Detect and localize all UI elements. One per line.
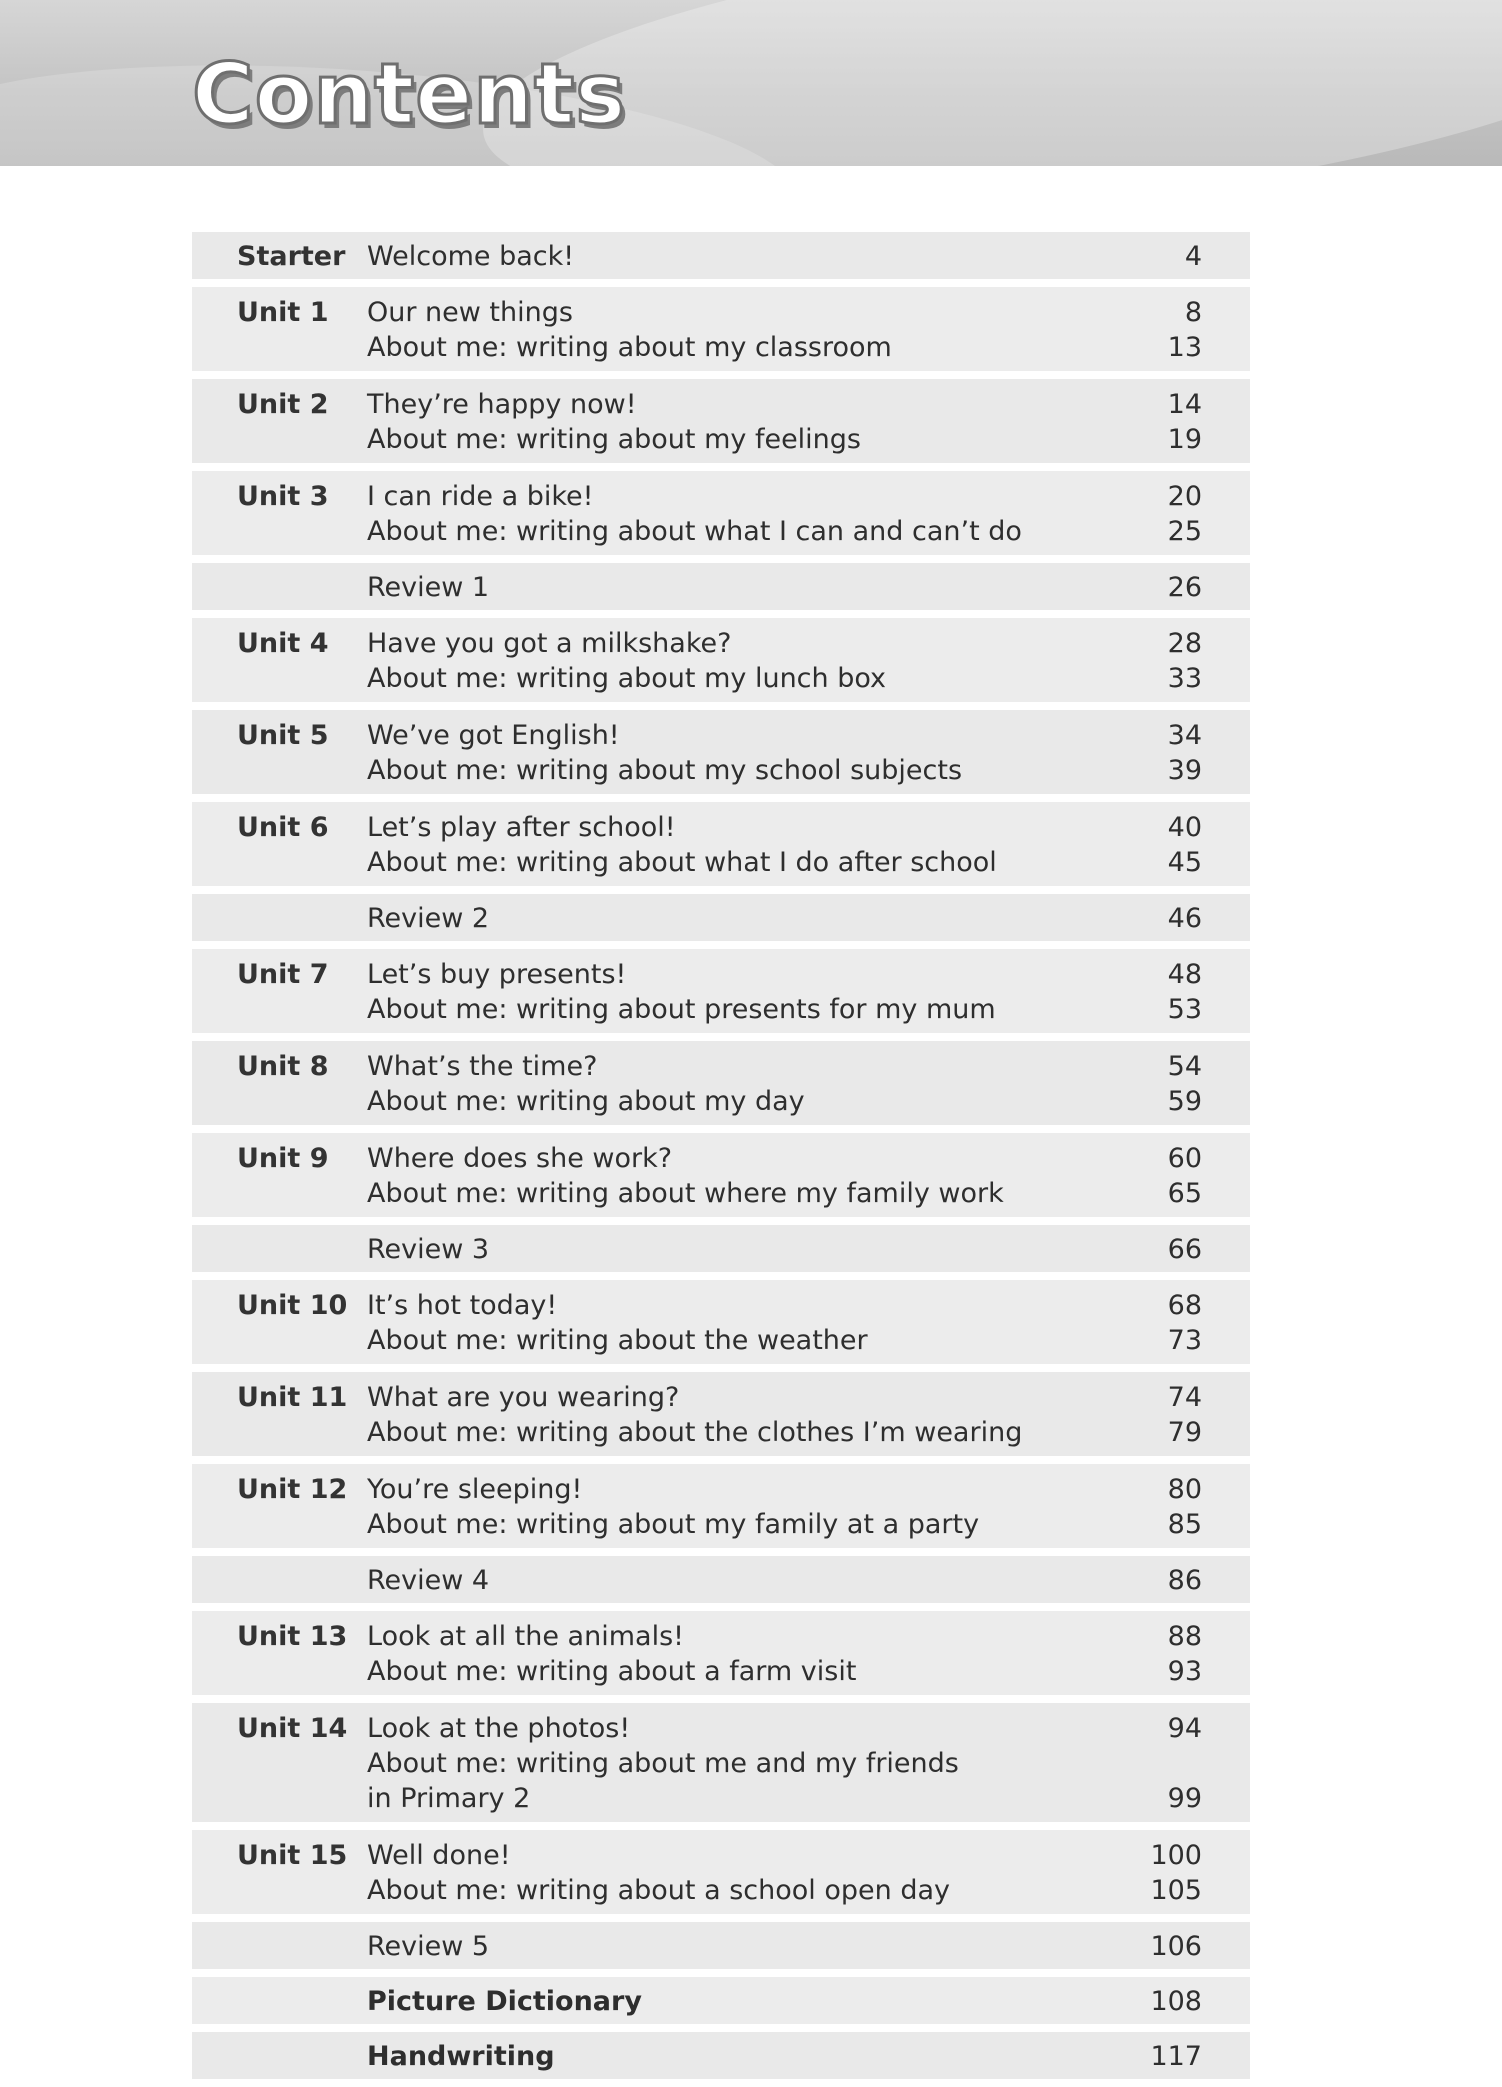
toc-entry bbox=[367, 514, 1250, 549]
toc-entries bbox=[367, 626, 1250, 696]
toc-entry bbox=[367, 1380, 1250, 1415]
toc-entry bbox=[367, 1507, 1250, 1542]
entry-title: About me: writing about me and my friends in Primary 2 bbox=[367, 1748, 959, 1814]
page-number: 66 bbox=[1167, 1234, 1202, 1265]
unit-label: Unit 7 bbox=[237, 959, 329, 990]
unit-label: Unit 3 bbox=[237, 481, 329, 512]
entry-title: Where does she work? bbox=[367, 1143, 673, 1174]
page-number: 13 bbox=[1167, 332, 1202, 363]
page-number: 117 bbox=[1150, 2041, 1202, 2072]
toc-entries bbox=[367, 2039, 1250, 2074]
toc-entries bbox=[367, 1711, 1250, 1816]
page-number: 108 bbox=[1150, 1986, 1202, 2017]
toc-entries bbox=[367, 1929, 1250, 1964]
toc-entries bbox=[367, 387, 1250, 457]
page-number: 65 bbox=[1167, 1178, 1202, 1209]
unit-label: Unit 6 bbox=[237, 812, 329, 843]
unit-label bbox=[192, 2039, 367, 2074]
entry-title: Review 4 bbox=[367, 1565, 490, 1596]
toc-entries bbox=[367, 1472, 1250, 1542]
toc-row bbox=[192, 471, 1250, 555]
entry-title: Review 5 bbox=[367, 1931, 490, 1962]
toc-entry bbox=[367, 1984, 1250, 2019]
entry-title: Look at all the animals! bbox=[367, 1621, 684, 1652]
page-number: 86 bbox=[1167, 1565, 1202, 1596]
entry-title: We’ve got English! bbox=[367, 720, 620, 751]
toc-entry bbox=[367, 422, 1250, 457]
page-number: 99 bbox=[1167, 1783, 1202, 1814]
toc-entries bbox=[367, 239, 1250, 274]
entry-title: About me: writing about where my family work bbox=[367, 1178, 1004, 1209]
page-number: 40 bbox=[1167, 812, 1202, 843]
unit-label: Unit 14 bbox=[237, 1713, 348, 1744]
entry-title: Picture Dictionary bbox=[367, 1986, 642, 2017]
entry-title: About me: writing about what I can and can’t do bbox=[367, 516, 1022, 547]
page-number: 4 bbox=[1184, 241, 1202, 272]
toc-entry bbox=[367, 479, 1250, 514]
page-number: 68 bbox=[1167, 1290, 1202, 1321]
toc-row bbox=[192, 1372, 1250, 1456]
toc-entries bbox=[367, 1838, 1250, 1908]
toc-entry bbox=[367, 1929, 1250, 1964]
toc-row bbox=[192, 1280, 1250, 1364]
toc-row bbox=[192, 1611, 1250, 1695]
toc-row bbox=[192, 618, 1250, 702]
page-number: 28 bbox=[1167, 628, 1202, 659]
toc-entry bbox=[367, 957, 1250, 992]
toc-entries bbox=[367, 1984, 1250, 2019]
toc-row bbox=[192, 710, 1250, 794]
entry-title: Let’s play after school! bbox=[367, 812, 676, 843]
toc-entry bbox=[367, 1746, 1250, 1816]
page-number: 20 bbox=[1167, 481, 1202, 512]
unit-label bbox=[192, 1984, 367, 2019]
toc-entries bbox=[367, 1232, 1250, 1267]
page-number: 106 bbox=[1150, 1931, 1202, 1962]
page-number: 25 bbox=[1167, 516, 1202, 547]
page-number: 73 bbox=[1167, 1325, 1202, 1356]
toc-row bbox=[192, 1830, 1250, 1914]
toc-entries bbox=[367, 810, 1250, 880]
toc-entry bbox=[367, 1049, 1250, 1084]
toc-row bbox=[192, 802, 1250, 886]
toc-entry bbox=[367, 2039, 1250, 2074]
toc-entry bbox=[367, 992, 1250, 1027]
toc-entry bbox=[367, 1415, 1250, 1450]
entry-title: Let’s buy presents! bbox=[367, 959, 627, 990]
entry-title: About me: writing about a farm visit bbox=[367, 1656, 857, 1687]
page-number: 79 bbox=[1167, 1417, 1202, 1448]
table-of-contents bbox=[192, 232, 1250, 2087]
page-number: 45 bbox=[1167, 847, 1202, 878]
page-number: 80 bbox=[1167, 1474, 1202, 1505]
toc-row bbox=[192, 949, 1250, 1033]
toc-entry bbox=[367, 570, 1250, 605]
unit-label: Unit 15 bbox=[237, 1840, 348, 1871]
toc-entries bbox=[367, 901, 1250, 936]
unit-label: Unit 10 bbox=[237, 1290, 348, 1321]
entry-title: Have you got a milkshake? bbox=[367, 628, 732, 659]
entry-title: You’re sleeping! bbox=[367, 1474, 583, 1505]
entry-title: Our new things bbox=[367, 297, 573, 328]
entry-title: What’s the time? bbox=[367, 1051, 598, 1082]
entry-title: What are you wearing? bbox=[367, 1382, 680, 1413]
unit-label bbox=[192, 1929, 367, 1964]
page-number: 74 bbox=[1167, 1382, 1202, 1413]
toc-entry bbox=[367, 1288, 1250, 1323]
toc-entry bbox=[367, 1323, 1250, 1358]
page-number: 14 bbox=[1167, 389, 1202, 420]
toc-entry bbox=[367, 1176, 1250, 1211]
unit-label: Unit 9 bbox=[237, 1143, 329, 1174]
toc-entry bbox=[367, 1141, 1250, 1176]
toc-row bbox=[192, 232, 1250, 279]
page-number: 100 bbox=[1150, 1840, 1202, 1871]
page-number: 59 bbox=[1167, 1086, 1202, 1117]
toc-row bbox=[192, 1225, 1250, 1272]
entry-title: Review 2 bbox=[367, 903, 490, 934]
toc-entries bbox=[367, 1288, 1250, 1358]
page-number: 93 bbox=[1167, 1656, 1202, 1687]
toc-entries bbox=[367, 1049, 1250, 1119]
toc-entry bbox=[367, 1654, 1250, 1689]
unit-label: Unit 4 bbox=[237, 628, 329, 659]
unit-label: Unit 11 bbox=[237, 1382, 348, 1413]
toc-entries bbox=[367, 295, 1250, 365]
toc-entries bbox=[367, 1563, 1250, 1598]
entry-title: Welcome back! bbox=[367, 241, 575, 272]
toc-entries bbox=[367, 1619, 1250, 1689]
toc-entry bbox=[367, 330, 1250, 365]
unit-label: Unit 5 bbox=[237, 720, 329, 751]
page-number: 46 bbox=[1167, 903, 1202, 934]
toc-entry bbox=[367, 661, 1250, 696]
page-number: 8 bbox=[1184, 297, 1202, 328]
page-number: 19 bbox=[1167, 424, 1202, 455]
toc-entry bbox=[367, 901, 1250, 936]
unit-label: Unit 12 bbox=[237, 1474, 348, 1505]
toc-entry bbox=[367, 753, 1250, 788]
entry-title: Review 3 bbox=[367, 1234, 490, 1265]
page-number: 88 bbox=[1167, 1621, 1202, 1652]
toc-entries bbox=[367, 718, 1250, 788]
toc-row bbox=[192, 1977, 1250, 2024]
entry-title: About me: writing about what I do after school bbox=[367, 847, 997, 878]
entry-title: About me: writing about my feelings bbox=[367, 424, 862, 455]
page-number: 26 bbox=[1167, 572, 1202, 603]
entry-title: About me: writing about presents for my mum bbox=[367, 994, 996, 1025]
toc-row bbox=[192, 1041, 1250, 1125]
entry-title: About me: writing about my day bbox=[367, 1086, 805, 1117]
entry-title: Look at the photos! bbox=[367, 1713, 631, 1744]
toc-row bbox=[192, 1464, 1250, 1548]
page-number: 94 bbox=[1167, 1713, 1202, 1744]
entry-title: Handwriting bbox=[367, 2041, 555, 2072]
toc-entry bbox=[367, 239, 1250, 274]
toc-entry bbox=[367, 1838, 1250, 1873]
toc-entry bbox=[367, 1084, 1250, 1119]
page-number: 60 bbox=[1167, 1143, 1202, 1174]
toc-entries bbox=[367, 957, 1250, 1027]
toc-entry bbox=[367, 718, 1250, 753]
toc-entry bbox=[367, 845, 1250, 880]
entry-title: Review 1 bbox=[367, 572, 490, 603]
page-number: 54 bbox=[1167, 1051, 1202, 1082]
unit-label: Unit 13 bbox=[237, 1621, 348, 1652]
page-number: 48 bbox=[1167, 959, 1202, 990]
page-number: 33 bbox=[1167, 663, 1202, 694]
unit-label bbox=[192, 1563, 367, 1598]
toc-row bbox=[192, 379, 1250, 463]
entry-title: About me: writing about the weather bbox=[367, 1325, 868, 1356]
page-number: 105 bbox=[1150, 1875, 1202, 1906]
entry-title: It’s hot today! bbox=[367, 1290, 558, 1321]
toc-row bbox=[192, 1922, 1250, 1969]
toc-entry bbox=[367, 810, 1250, 845]
unit-label: Unit 2 bbox=[237, 389, 329, 420]
toc-entry bbox=[367, 1472, 1250, 1507]
toc-entries bbox=[367, 1380, 1250, 1450]
entry-title: About me: writing about my school subjects bbox=[367, 755, 963, 786]
entry-title: About me: writing about my classroom bbox=[367, 332, 892, 363]
entry-title: They’re happy now! bbox=[367, 389, 637, 420]
unit-label: Unit 8 bbox=[237, 1051, 329, 1082]
toc-entry bbox=[367, 1232, 1250, 1267]
page-number: 53 bbox=[1167, 994, 1202, 1025]
toc-row bbox=[192, 894, 1250, 941]
entry-title: About me: writing about a school open day bbox=[367, 1875, 950, 1906]
unit-label bbox=[192, 570, 367, 605]
entry-title: About me: writing about the clothes I’m wearing bbox=[367, 1417, 1023, 1448]
toc-row bbox=[192, 563, 1250, 610]
toc-entry bbox=[367, 295, 1250, 330]
entry-title: About me: writing about my family at a party bbox=[367, 1509, 980, 1540]
unit-label bbox=[192, 901, 367, 936]
toc-entries bbox=[367, 570, 1250, 605]
toc-entries bbox=[367, 1141, 1250, 1211]
toc-entry bbox=[367, 1619, 1250, 1654]
toc-row bbox=[192, 1556, 1250, 1603]
toc-row bbox=[192, 1133, 1250, 1217]
entry-title: Well done! bbox=[367, 1840, 511, 1871]
toc-entry bbox=[367, 1563, 1250, 1598]
entry-title: I can ride a bike! bbox=[367, 481, 594, 512]
toc-row bbox=[192, 287, 1250, 371]
toc-entry bbox=[367, 387, 1250, 422]
unit-label: Starter bbox=[237, 241, 346, 272]
toc-entry bbox=[367, 1873, 1250, 1908]
page-number: 34 bbox=[1167, 720, 1202, 751]
toc-entries bbox=[367, 479, 1250, 549]
unit-label bbox=[192, 1232, 367, 1267]
toc-row bbox=[192, 2032, 1250, 2079]
toc-entry bbox=[367, 1711, 1250, 1746]
page-title: Contents bbox=[192, 45, 627, 143]
toc-row bbox=[192, 1703, 1250, 1822]
entry-title: About me: writing about my lunch box bbox=[367, 663, 887, 694]
page-number: 39 bbox=[1167, 755, 1202, 786]
page-number: 85 bbox=[1167, 1509, 1202, 1540]
toc-entry bbox=[367, 626, 1250, 661]
unit-label: Unit 1 bbox=[237, 297, 329, 328]
